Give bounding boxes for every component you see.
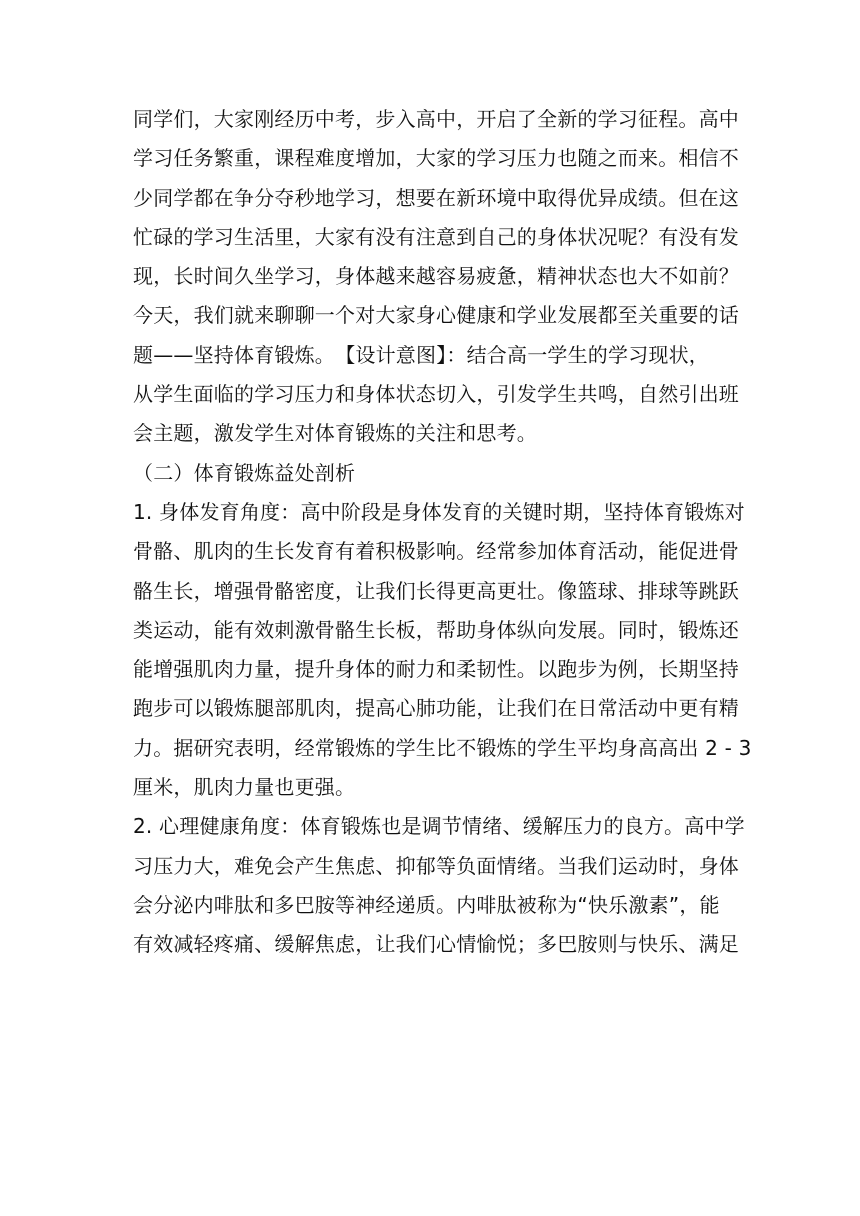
section-heading-block <box>133 454 733 493</box>
paragraph-line: 从学生面临的学习压力和身体状态切入，引发学生共鸣，自然引出班 <box>133 382 739 407</box>
paragraph-line: 能增强肌肉力量，提升身体的耐力和柔韧性。以跑步为例，长期坚持 <box>133 657 739 682</box>
paragraph-line: 会主题，激发学生对体育锻炼的关注和思考。 <box>133 421 537 446</box>
paragraph-line: 骨骼、肌肉的生长发育有着积极影响。经常参加体育活动，能促进骨 <box>133 539 739 564</box>
paragraph-line: 力。据研究表明，经常锻炼的学生比不锻炼的学生平均身高高出 2 - 3 <box>133 735 752 760</box>
paragraph-line: 少同学都在争分夺秒地学习，想要在新环境中取得优异成绩。但在这 <box>133 185 739 210</box>
paragraph-line: 类运动，能有效刺激骨骼生长板，帮助身体纵向发展。同时，锻炼还 <box>133 617 739 642</box>
point-2-paragraph <box>133 807 745 964</box>
intro-paragraph <box>133 100 739 454</box>
paragraph-line: 习压力大，难免会产生焦虑、抑郁等负面情绪。当我们运动时，身体 <box>133 853 739 878</box>
paragraph-line: 现，长时间久坐学习，身体越来越容易疲惫，精神状态也大不如前？ <box>133 264 739 289</box>
paragraph-line: 2. 心理健康角度：体育锻炼也是调节情绪、缓解压力的良方。高中学 <box>133 814 745 839</box>
paragraph-line: 学习任务繁重，课程难度增加，大家的学习压力也随之而来。相信不 <box>133 146 739 171</box>
paragraph-line: 忙碌的学习生活里，大家有没有注意到自己的身体状况呢？有没有发 <box>133 224 739 249</box>
paragraph-line: 骼生长，增强骨骼密度，让我们长得更高更壮。像篮球、排球等跳跃 <box>133 578 739 603</box>
section-heading: （二）体育锻炼益处剖析 <box>133 460 356 485</box>
point-1-paragraph <box>133 493 752 807</box>
paragraph-line: 1. 身体发育角度：高中阶段是身体发育的关键时期，坚持体育锻炼对 <box>133 499 745 524</box>
paragraph-line: 会分泌内啡肽和多巴胺等神经递质。内啡肽被称为“快乐激素”，能 <box>133 892 720 917</box>
paragraph-line: 厘米，肌肉力量也更强。 <box>133 775 356 800</box>
document-body <box>133 100 752 965</box>
paragraph-line: 跑步可以锻炼腿部肌肉，提高心肺功能，让我们在日常活动中更有精 <box>133 696 739 721</box>
paragraph-line: 题——坚持体育锻炼。 【设计意图】：结合高一学生的学习现状， <box>133 342 709 367</box>
paragraph-line: 今天，我们就来聊聊一个对大家身心健康和学业发展都至关重要的话 <box>133 303 739 328</box>
paragraph-line: 有效减轻疼痛、缓解焦虑，让我们心情愉悦；多巴胺则与快乐、满足 <box>133 932 739 957</box>
paragraph-line: 同学们，大家刚经历中考，步入高中，开启了全新的学习征程。高中 <box>133 107 739 131</box>
